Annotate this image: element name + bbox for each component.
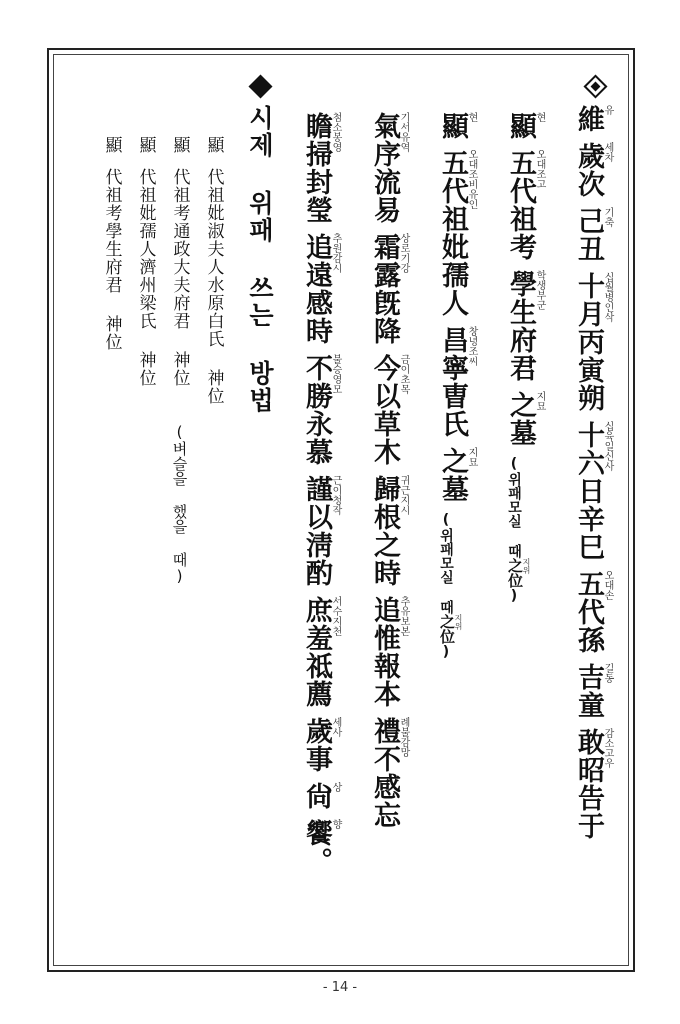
phrase-hangul-gloss: 오대손 (602, 570, 613, 600)
phrase-hanja: 之墓 (437, 447, 468, 503)
phrase-hanja: 庶羞祗薦 (301, 596, 332, 708)
phrase-hanja: 顯 (437, 112, 468, 140)
prayer-phrase (439, 112, 479, 140)
prayer-phrase (439, 326, 479, 438)
prayer-phrase (303, 354, 343, 466)
phrase-hangul-gloss: 창녕조씨 (466, 326, 477, 366)
prayer-phrase (371, 596, 411, 708)
phrase-hanja: 歲事 (301, 717, 332, 773)
phrase-hanja: 十六日辛巳 (573, 421, 604, 561)
prayer-column-3 (430, 112, 488, 660)
note-bracket-close: ) (506, 588, 522, 604)
phrase-hanja: 五代祖妣孺人 (437, 149, 468, 317)
phrase-hangul-gloss: 지묘 (466, 447, 477, 467)
phrase-hangul-gloss: 세차 (602, 142, 613, 162)
tablet-4 (94, 136, 128, 351)
phrase-hangul-gloss: 길동 (602, 663, 613, 683)
phrase-hanja: 追惟報本 (369, 596, 400, 708)
note-text: 위패모실 때 (438, 528, 454, 614)
prayer-column-4 (362, 112, 420, 838)
phrase-hanja: 吉童 (573, 663, 604, 719)
prayer-column-5 (294, 112, 352, 884)
phrase-hanja: 學生府君 (505, 270, 536, 382)
phrase-hanja: 不勝永慕 (301, 354, 332, 466)
prayer-phrase (371, 717, 411, 829)
note-hanja: 之位 (506, 558, 524, 588)
prayer-phrase (303, 112, 343, 224)
phrase-hangul-gloss: 감소고우 (602, 728, 613, 768)
tablet-2-top: 顯 (169, 136, 190, 154)
tablet-2-text: 代祖考通政大夫府君 神位 (169, 168, 190, 387)
prayer-line-2 (507, 112, 547, 604)
prayer-phrase (303, 475, 343, 587)
prayer-column-1 (566, 72, 624, 849)
tablet-3-top: 顯 (135, 136, 156, 154)
solid-diamond-icon (248, 74, 272, 98)
phrase-hangul-gloss: 추원감시 (330, 233, 341, 273)
prayer-phrase (507, 112, 547, 140)
phrase-hangul-gloss: 향 (330, 819, 341, 829)
phrase-hanja: 顯 (505, 112, 536, 140)
phrase-hanja: 維 (573, 105, 604, 133)
prayer-phrase (371, 354, 411, 466)
prayer-line-4 (371, 112, 411, 838)
prayer-phrase (371, 112, 411, 224)
prayer-phrase (575, 421, 615, 561)
tablet-2 (162, 136, 196, 585)
phrase-hangul-gloss: 귀근지시 (398, 475, 409, 515)
phrase-hangul-gloss: 오대조비유인 (466, 149, 477, 209)
phrase-hangul-gloss: 현 (466, 112, 477, 122)
prayer-line-3 (439, 112, 479, 660)
phrase-hangul-gloss: 세사 (330, 717, 341, 737)
prayer-phrase (303, 782, 343, 810)
phrase-hangul-gloss: 유 (602, 105, 613, 115)
prayer-phrase (303, 717, 343, 773)
phrase-hangul-gloss: 추유보본 (398, 596, 409, 636)
prayer-phrase (303, 819, 343, 875)
note-hanja-row (507, 558, 547, 588)
prayer-phrase (575, 272, 615, 412)
phrase-hangul-gloss: 서수지천 (330, 596, 341, 636)
note-hanja-row (439, 614, 479, 644)
phrase-hangul-gloss: 기서유역 (398, 112, 409, 152)
section-heading: 시제 위패 쓰는 방법 (245, 105, 275, 414)
prayer-phrase (371, 233, 411, 345)
note-hanja-gloss: 지위 (522, 558, 531, 574)
phrase-hanja: 瞻掃封瑩 (301, 112, 332, 224)
phrase-hanja: 謹以淸酌 (301, 475, 332, 587)
tablet-4-top: 顯 (101, 136, 122, 154)
phrase-hanja: 霜露旣降 (369, 233, 400, 345)
section-heading-column (243, 72, 277, 414)
prayer-line-1 (575, 105, 615, 849)
tablet-note: (벼슬을 했을 때) (170, 423, 189, 585)
phrase-hangul-gloss: 금이초목 (398, 354, 409, 394)
tablet-3 (128, 136, 162, 387)
prayer-phrase (575, 663, 615, 719)
prayer-phrase (507, 149, 547, 261)
phrase-hanja: 今以草木 (369, 354, 400, 466)
prayer-phrase (507, 270, 547, 382)
note-bracket-open: ( (438, 512, 454, 528)
phrase-hanja: 昌寧曺氏 (437, 326, 468, 438)
phrase-hanja: 追遠感時 (301, 233, 332, 345)
prayer-line-5 (303, 112, 343, 884)
phrase-hanja: 禮不感忘 (369, 717, 400, 829)
phrase-hanja: 饗。 (301, 819, 332, 875)
page-number: - 14 - (322, 980, 358, 995)
prayer-phrase (371, 475, 411, 587)
phrase-hangul-gloss: 근이청작 (330, 475, 341, 515)
prayer-column-2 (498, 112, 556, 604)
phrase-hanja: 五代孫 (573, 570, 604, 654)
phrase-hanja: 歲次 (573, 142, 604, 198)
tablet-1-text: 代祖妣淑夫人水原白氏 神位 (203, 168, 224, 405)
phrase-hanja: 五代祖考 (505, 149, 536, 261)
prayer-phrase (575, 142, 615, 198)
tablet-3-text: 代祖妣孺人濟州梁氏 神位 (135, 168, 156, 387)
prayer-phrase (575, 105, 615, 133)
phrase-hanja: 尙 (301, 782, 332, 810)
phrase-hangul-gloss: 상로기강 (398, 233, 409, 273)
phrase-hanja: 敢昭告于 (573, 728, 604, 840)
phrase-hangul-gloss: 지묘 (534, 391, 545, 411)
note-hanja: 之位 (438, 614, 456, 644)
phrase-hangul-gloss: 불승영모 (330, 354, 341, 394)
hollow-diamond-icon (583, 74, 607, 98)
note-bracket-close: ) (438, 644, 454, 660)
phrase-hangul-gloss: 례불감망 (398, 717, 409, 757)
prayer-phrase (303, 596, 343, 708)
note-bracket-open: ( (506, 456, 522, 472)
prayer-phrase (303, 233, 343, 345)
prayer-phrase (439, 149, 479, 317)
prayer-phrase (507, 391, 547, 447)
tablet-4-text: 代祖考學生府君 神位 (101, 168, 122, 351)
phrase-hanja: 十月丙寅朔 (573, 272, 604, 412)
prayer-phrase (439, 447, 479, 503)
note-hanja-gloss: 지위 (454, 614, 463, 630)
phrase-hangul-gloss: 학생부군 (534, 270, 545, 310)
phrase-hangul-gloss: 십육일신사 (602, 421, 613, 471)
phrase-hangul-gloss: 상 (330, 782, 341, 792)
note-text: 위패모실 때 (506, 472, 522, 558)
phrase-hanja: 之墓 (505, 391, 536, 447)
phrase-hanja: 氣序流易 (369, 112, 400, 224)
phrase-hangul-gloss: 십월병인삭 (602, 272, 613, 322)
prayer-phrase (575, 207, 615, 263)
phrase-hanja: 己丑 (573, 207, 604, 263)
phrase-hangul-gloss: 기축 (602, 207, 613, 227)
phrase-hangul-gloss: 현 (534, 112, 545, 122)
prayer-phrase (575, 728, 615, 840)
phrase-hanja: 歸根之時 (369, 475, 400, 587)
phrase-hangul-gloss: 오대조고 (534, 149, 545, 189)
prayer-phrase (575, 570, 615, 654)
phrase-hangul-gloss: 첨소봉영 (330, 112, 341, 152)
tablet-1 (196, 136, 230, 405)
tablet-1-top: 顯 (203, 136, 224, 154)
